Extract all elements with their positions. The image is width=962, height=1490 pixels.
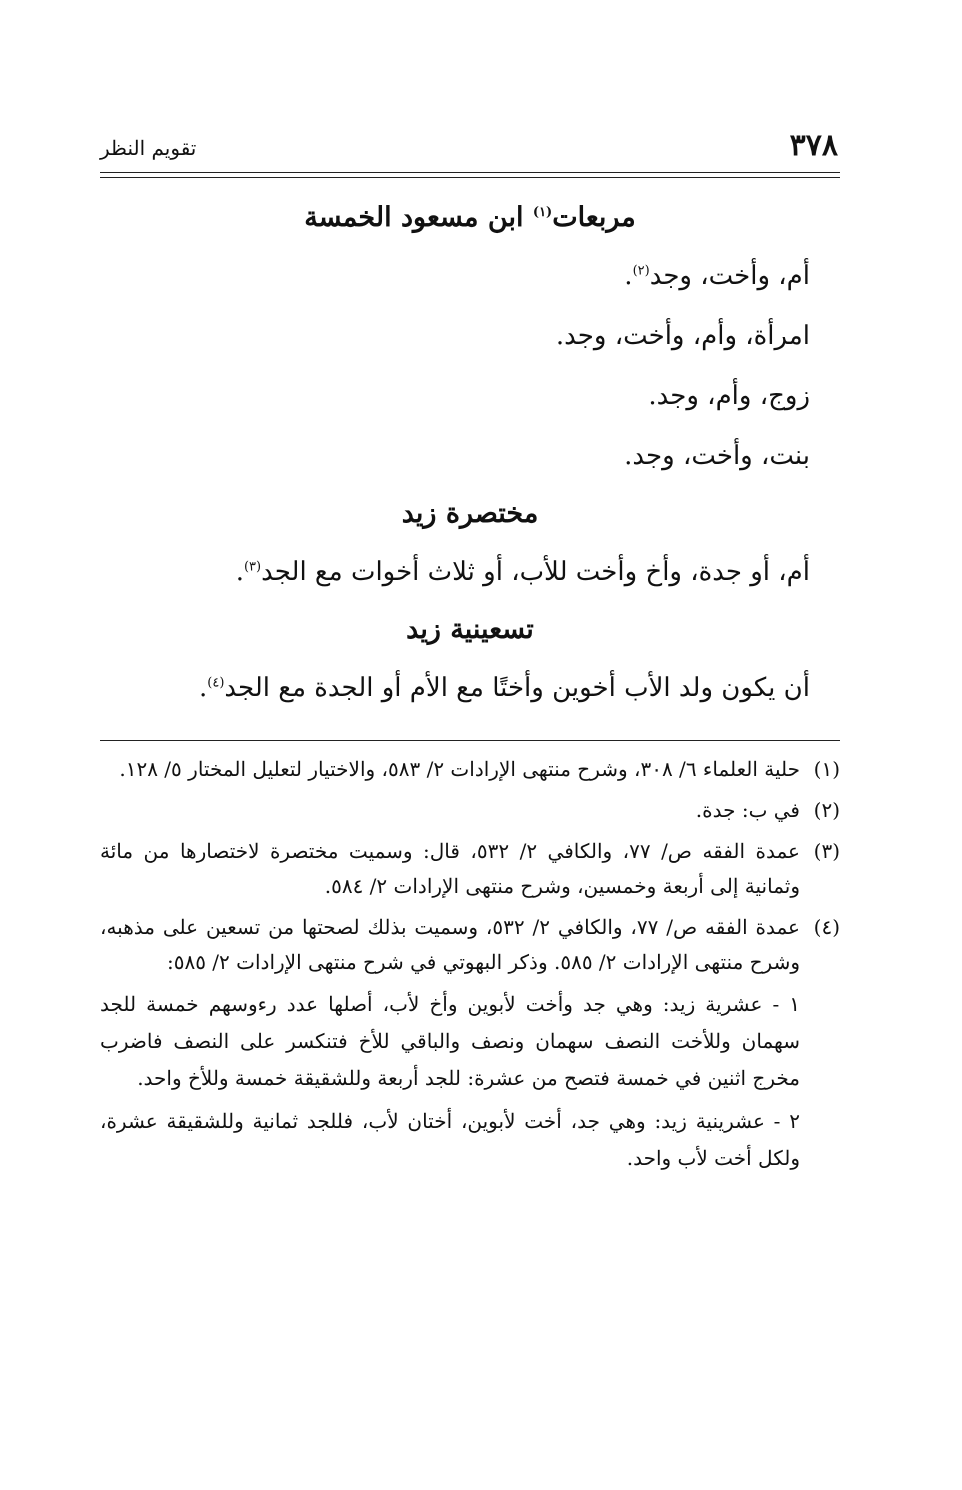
footnote [100, 910, 840, 980]
footnote-text: عمدة الفقه ص/ ٧٧، والكافي ٢/ ٥٣٢، وسميت بذلك لصحتها من تسعين على مذهبه، وشرح منتهى الإرادات ٢/ ٥٨٥. وذكر البهوتي في شرح منتهى الإرادات ٢/ ٥٨٥: [100, 915, 800, 974]
footnote-number: (١) [813, 757, 840, 781]
line-text: أم، أو جدة، وأخ وأخت للأب، أو ثلاث أخوات مع الجد [261, 557, 810, 587]
line-end: . [235, 557, 244, 587]
running-title: تقويم النظر [100, 136, 197, 160]
footnote-text: عمدة الفقه ص/ ٧٧، والكافي ٢/ ٥٣٢، قال: وسميت مختصرة لاختصارها من مائة وثمانية إلى أربعة وخمسين، وشرح منتهى الإرادات ٢/ ٥٨٤. [100, 839, 800, 898]
body-line [100, 426, 840, 486]
line-text: زوج، وأم، وجد. [648, 381, 810, 411]
footnote [100, 834, 840, 904]
footnote [100, 752, 840, 787]
footnote-text: حلية العلماء ٦/ ٣٠٨، وشرح منتهى الإرادات ٢/ ٥٨٣، والاختيار لتعليل المختار ٥/ ١٢٨. [119, 757, 800, 781]
line-text: أم، وأخت، وجد [649, 261, 810, 291]
body-line [100, 658, 840, 718]
footnote-ref: (١) [532, 205, 553, 220]
footnote-separator [100, 740, 840, 741]
line-end: . [624, 261, 633, 291]
footnote-ref: (٤) [207, 675, 225, 691]
footnote-number: (٣) [813, 839, 840, 863]
page-header [100, 128, 838, 168]
section-title-mukhtasara: مختصرة زيد [401, 498, 539, 529]
line-text: بنت، وأخت، وجد. [624, 441, 810, 471]
footnote-subitem: ٢ - عشرينية زيد: وهي جد، أخت لأبوين، أختان لأب، فللجد ثمانية وللشقيقة عشرة، ولكل أخت لأب واحد. [100, 1109, 800, 1170]
footnote-text: في ب: جدة. [695, 798, 800, 822]
footnotes [100, 752, 840, 1183]
section-title-rest: ابن مسعود الخمسة [304, 202, 533, 233]
footnote-number: (٢) [813, 798, 840, 822]
body-line [100, 366, 840, 426]
body-line [100, 306, 840, 366]
line-text: امرأة، وأم، وأخت، وجد. [555, 321, 810, 351]
body-line [100, 542, 840, 602]
section-title-text: مربعات [552, 202, 636, 233]
footnote-number: (٤) [813, 915, 840, 939]
line-end: . [198, 673, 208, 703]
footnote-ref: (٢) [632, 263, 650, 279]
header-rule [100, 172, 840, 173]
page-number: ٣٧٨ [789, 128, 838, 163]
section-title-tisiniyya: تسعينية زيد [406, 614, 534, 645]
header-rule-double [100, 177, 840, 178]
main-text [100, 190, 840, 718]
footnote-subitem: ١ - عشرية زيد: وهي جد وأخت لأبوين وأخ لأب، أصلها عدد رءوسهم خمسة للجد سهمان وللأخت النصف سهمان ونصف والباقي للأخ فتنكسر على النصف فاضرب مخرج اثنين في خمسة فتصح من عشرة: للجد أربعة وللشقيقة خمسة وللأخ واحد. [100, 992, 800, 1090]
footnote-ref: (٣) [243, 559, 262, 575]
body-line [100, 246, 840, 306]
line-text: أن يكون ولد الأب أخوين وأختًا مع الأم أو الجدة مع الجد [224, 673, 810, 703]
footnote [100, 793, 840, 828]
section-title-murabbaat [100, 190, 840, 246]
